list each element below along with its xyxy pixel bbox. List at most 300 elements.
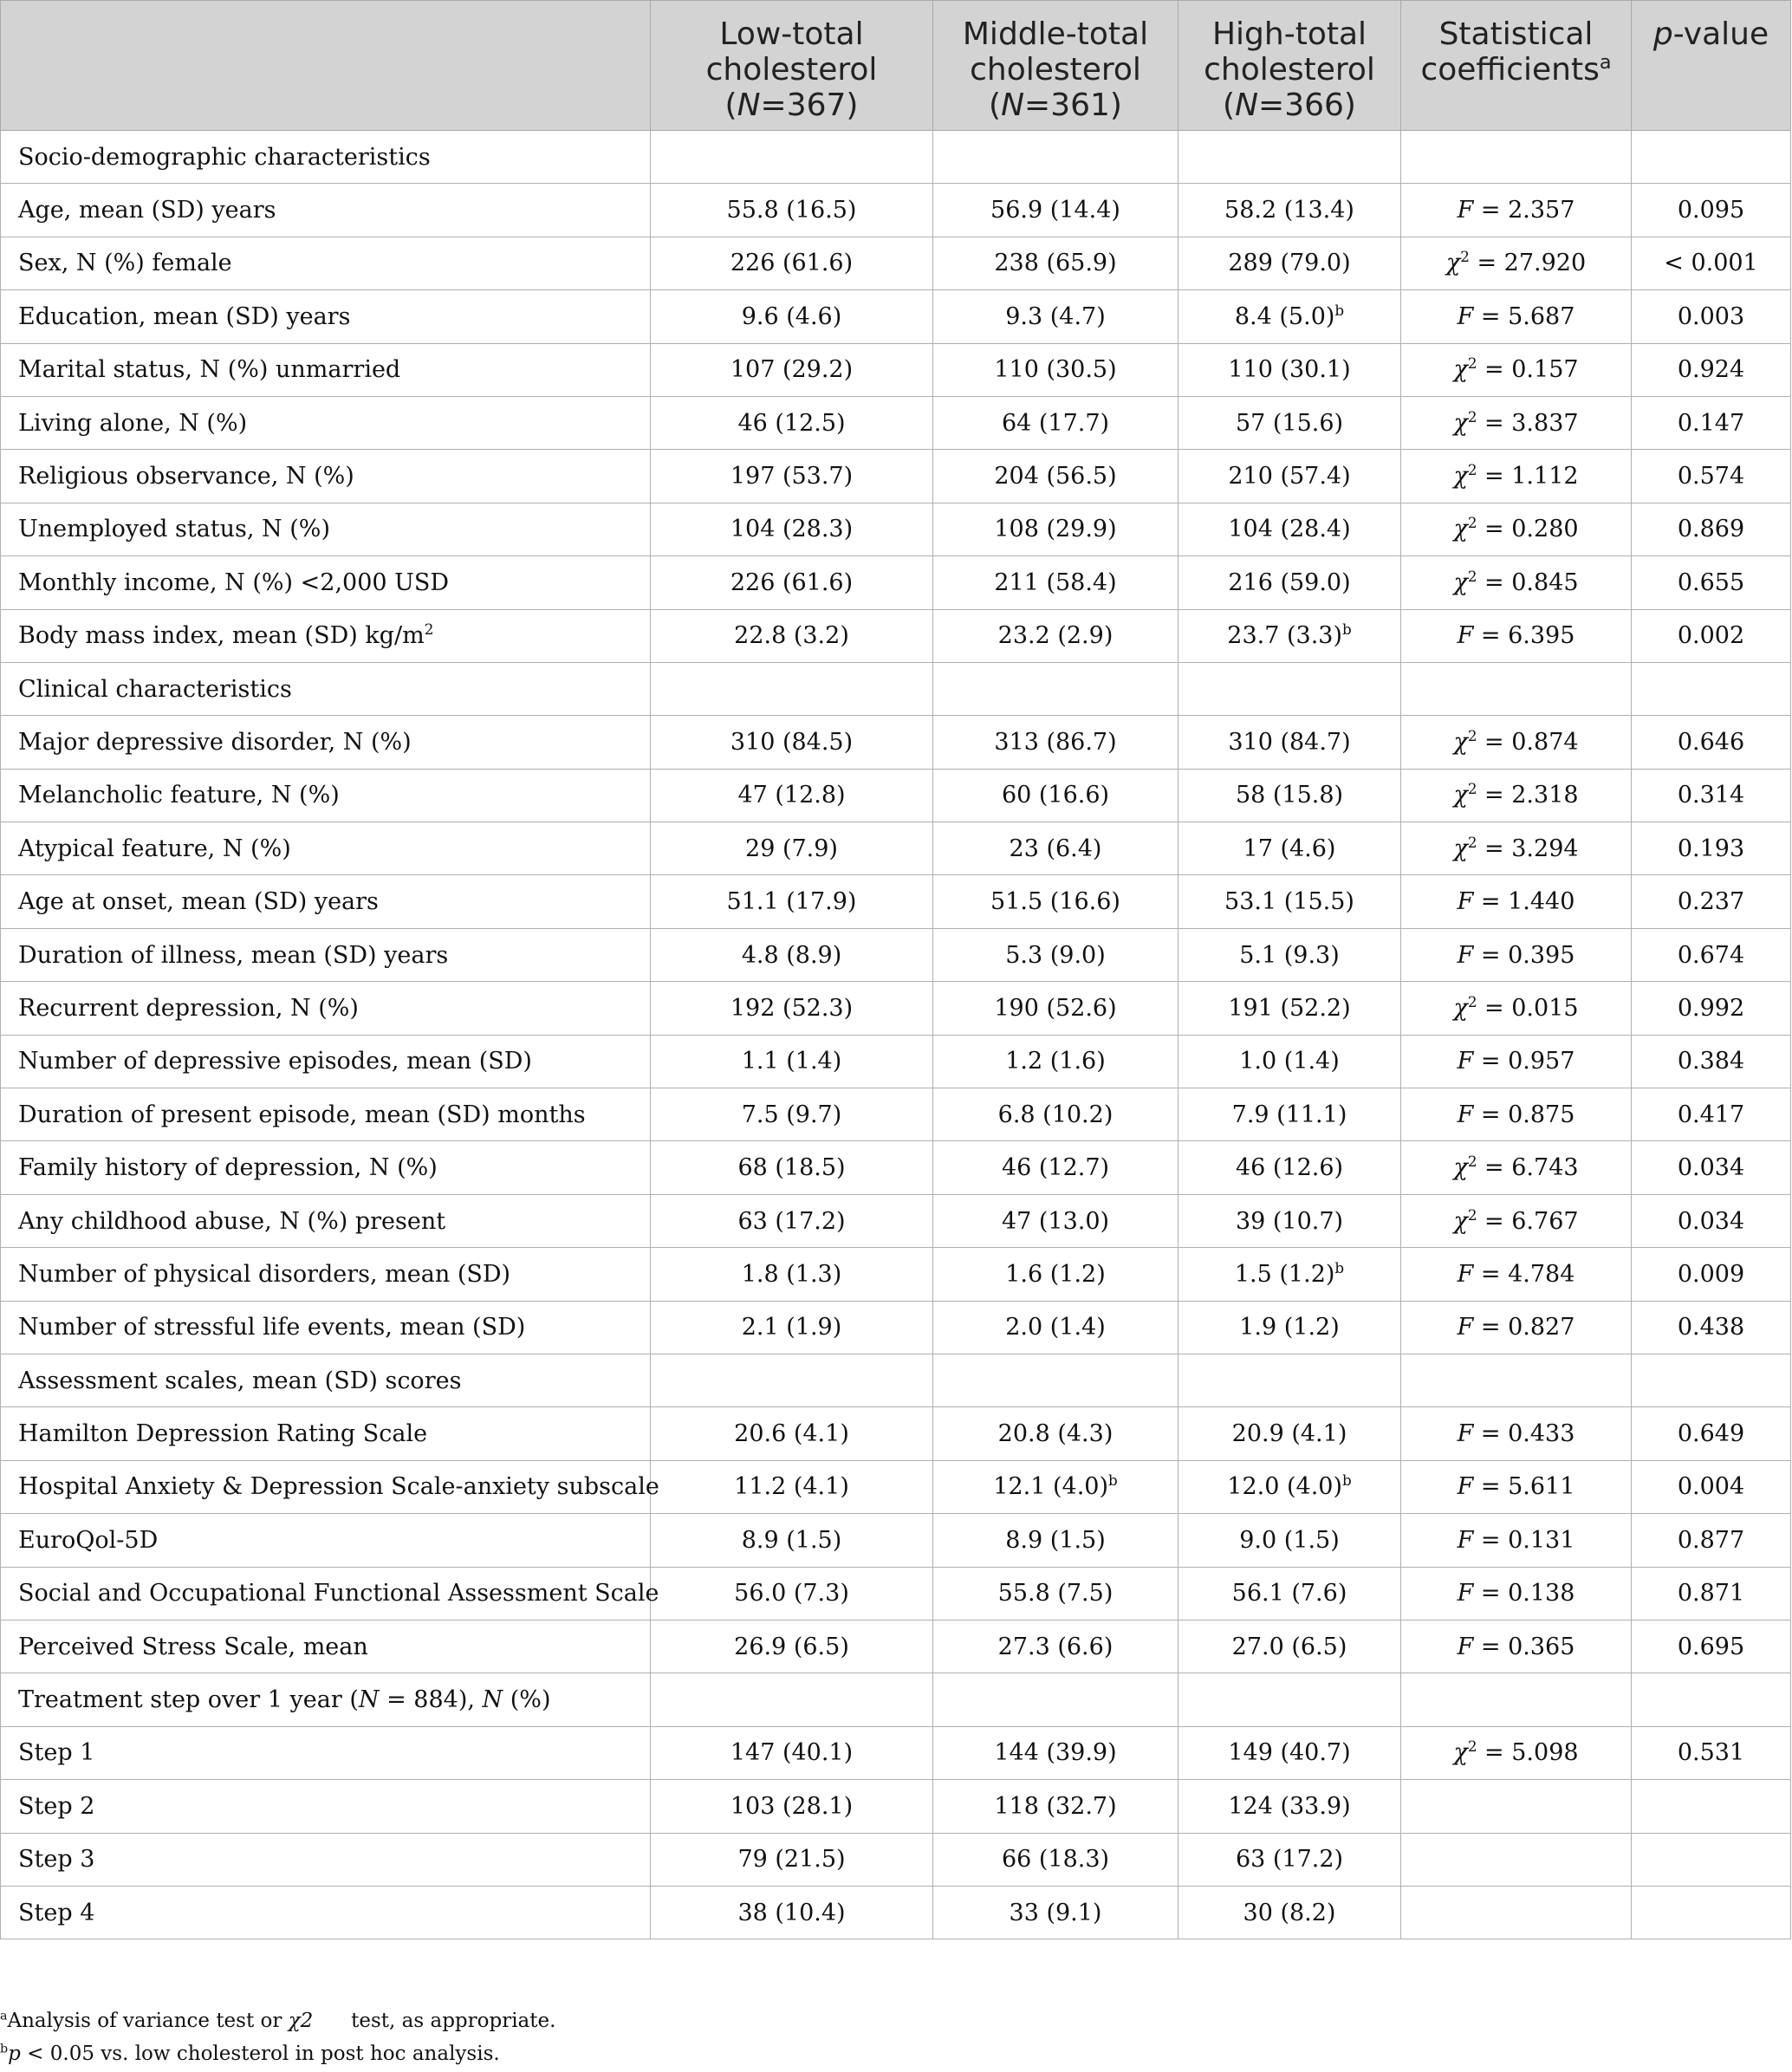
row-label-text: Duration of illness, mean (SD) years xyxy=(18,941,449,969)
low-cholesterol-cell xyxy=(651,1673,933,1726)
header-low-cholesterol xyxy=(651,1,933,131)
stat-value: = 3.837 xyxy=(1477,409,1579,437)
row-label-cell xyxy=(1,1514,651,1567)
stat-value: = 0.433 xyxy=(1473,1420,1575,1448)
statistical-coefficient-cell xyxy=(1401,1886,1632,1939)
stat-value: = 0.157 xyxy=(1477,356,1579,384)
statistical-coefficient-cell xyxy=(1401,343,1632,396)
middle-cholesterol-cell xyxy=(933,1514,1178,1567)
row-label-text: Treatment step over 1 year ( xyxy=(18,1686,359,1714)
table-row xyxy=(1,396,1791,449)
row-label-cell xyxy=(1,184,651,237)
low-cholesterol-cell xyxy=(651,1460,933,1513)
stat-symbol: χ xyxy=(1453,782,1468,809)
stat-symbol: F xyxy=(1457,1526,1474,1554)
middle-cholesterol-cell xyxy=(933,1248,1178,1301)
stat-symbol: F xyxy=(1457,1473,1474,1501)
high-cholesterol-cell xyxy=(1178,450,1401,503)
p-value-cell xyxy=(1632,662,1791,715)
p-value-cell xyxy=(1632,1460,1791,1513)
footnote-b xyxy=(0,2037,555,2070)
statistical-coefficient-cell xyxy=(1401,1514,1632,1567)
row-label-text: Step 2 xyxy=(18,1792,95,1820)
high-cholesterol-cell-value: 46 (12.6) xyxy=(1235,1154,1344,1182)
stat-value: = 0.280 xyxy=(1477,516,1579,543)
row-label-text: Number of physical disorders, mean (SD) xyxy=(18,1260,511,1288)
stat-value: = 0.874 xyxy=(1477,728,1579,756)
low-cholesterol-cell xyxy=(651,662,933,715)
p-value-cell xyxy=(1632,1194,1791,1247)
high-cholesterol-cell xyxy=(1178,1088,1401,1141)
p-value-text: 0.924 xyxy=(1677,356,1745,384)
statistical-coefficient-cell xyxy=(1401,1567,1632,1620)
footnote-a-text: Analysis of variance test or xyxy=(7,2010,289,2032)
header-low-line1: Low-total xyxy=(719,16,864,52)
p-value-text: 0.438 xyxy=(1677,1314,1745,1341)
stat-symbol: χ xyxy=(1453,463,1468,490)
footnote-a xyxy=(0,2004,555,2037)
high-cholesterol-cell-value: 110 (30.1) xyxy=(1228,356,1351,384)
low-cholesterol-cell-value: 2.1 (1.9) xyxy=(741,1314,842,1341)
high-cholesterol-cell-value: 124 (33.9) xyxy=(1228,1792,1351,1820)
p-value-cell xyxy=(1632,1035,1791,1088)
middle-cholesterol-cell-value: 51.5 (16.6) xyxy=(990,888,1120,916)
label-rest-text: = 884), xyxy=(379,1686,483,1714)
stat-symbol: F xyxy=(1457,888,1474,916)
high-cholesterol-cell-value: 58 (15.8) xyxy=(1235,782,1344,809)
high-cholesterol-cell xyxy=(1178,822,1401,875)
stat-symbol-superscript: 2 xyxy=(1467,833,1477,851)
row-label-text: Duration of present episode, mean (SD) months xyxy=(18,1101,586,1128)
high-cholesterol-cell-value: 1.5 (1.2) xyxy=(1234,1260,1335,1288)
low-cholesterol-cell-value: 79 (21.5) xyxy=(737,1846,846,1874)
row-label-cell xyxy=(1,609,651,662)
high-cholesterol-cell xyxy=(1178,1035,1401,1088)
low-cholesterol-cell xyxy=(651,1035,933,1088)
high-cholesterol-cell-value: 53.1 (15.5) xyxy=(1224,888,1354,916)
low-cholesterol-cell xyxy=(651,131,933,184)
middle-cholesterol-cell xyxy=(933,1673,1178,1726)
p-value-cell xyxy=(1632,1620,1791,1673)
header-middle-n-value: =361) xyxy=(1024,88,1122,123)
middle-cholesterol-cell-value: 1.6 (1.2) xyxy=(1005,1260,1106,1288)
table-row xyxy=(1,1726,1791,1779)
stat-symbol: F xyxy=(1457,1633,1474,1660)
row-label-cell xyxy=(1,1301,651,1354)
header-middle-n-letter: N xyxy=(1001,88,1025,123)
header-low-n-value: =367) xyxy=(760,88,859,123)
row-label-cell xyxy=(1,343,651,396)
row-label-text: Unemployed status, N (%) xyxy=(18,516,330,543)
row-label-text: Major depressive disorder, N (%) xyxy=(18,728,412,756)
middle-cholesterol-cell xyxy=(933,609,1178,662)
p-value-text: 0.877 xyxy=(1677,1526,1745,1554)
high-cholesterol-cell xyxy=(1178,184,1401,237)
stat-value: = 0.957 xyxy=(1473,1048,1575,1075)
stat-symbol: χ xyxy=(1453,568,1468,596)
header-stat-footnote-mark: a xyxy=(1599,51,1612,74)
high-cholesterol-cell-value: 310 (84.7) xyxy=(1228,728,1351,756)
high-cholesterol-cell xyxy=(1178,1301,1401,1354)
footnote-b-mark: b xyxy=(0,2042,9,2056)
high-cholesterol-cell xyxy=(1178,503,1401,555)
p-value-cell xyxy=(1632,450,1791,503)
high-cholesterol-cell xyxy=(1178,1726,1401,1779)
low-cholesterol-cell-value: 11.2 (4.1) xyxy=(734,1473,849,1501)
statistical-coefficient-cell xyxy=(1401,822,1632,875)
low-cholesterol-cell-value: 4.8 (8.9) xyxy=(741,941,842,969)
p-value-cell xyxy=(1632,1673,1791,1726)
row-label-cell xyxy=(1,237,651,289)
high-cholesterol-cell xyxy=(1178,716,1401,769)
p-value-cell xyxy=(1632,1141,1791,1194)
footnote-a-symbol: χ2 xyxy=(288,2010,314,2032)
middle-cholesterol-cell xyxy=(933,1620,1178,1673)
p-value-cell xyxy=(1632,1301,1791,1354)
p-value-text: 0.009 xyxy=(1677,1260,1745,1288)
table-row xyxy=(1,1248,1791,1301)
middle-cholesterol-cell xyxy=(933,1726,1178,1779)
p-value-text: 0.034 xyxy=(1677,1154,1745,1182)
stat-value: = 1.112 xyxy=(1477,463,1579,490)
p-value-text: 0.004 xyxy=(1677,1473,1745,1501)
middle-cholesterol-cell xyxy=(933,716,1178,769)
stat-symbol: F xyxy=(1457,1260,1474,1288)
p-value-text: 0.314 xyxy=(1677,782,1745,809)
p-value-text: 0.034 xyxy=(1677,1207,1745,1235)
table-row xyxy=(1,1886,1791,1939)
row-label-cell xyxy=(1,503,651,555)
p-value-text: 0.869 xyxy=(1677,516,1745,543)
stat-symbol: F xyxy=(1457,1314,1474,1341)
p-value-text: 0.003 xyxy=(1677,302,1745,330)
statistical-coefficient-cell xyxy=(1401,716,1632,769)
low-cholesterol-cell xyxy=(651,184,933,237)
table-row xyxy=(1,609,1791,662)
header-p-italic: p xyxy=(1652,16,1673,52)
row-label-cell xyxy=(1,1886,651,1939)
middle-cholesterol-cell-value: 238 (65.9) xyxy=(994,250,1117,277)
table-row xyxy=(1,503,1791,555)
low-cholesterol-cell xyxy=(651,1567,933,1620)
row-label-cell xyxy=(1,1620,651,1673)
row-label-text: Step 4 xyxy=(18,1899,95,1926)
statistical-coefficient-cell xyxy=(1401,1780,1632,1833)
high-cholesterol-cell-value: 210 (57.4) xyxy=(1228,463,1351,490)
low-cholesterol-cell-value: 55.8 (16.5) xyxy=(726,197,857,224)
middle-cholesterol-cell-value: 23.2 (2.9) xyxy=(997,622,1114,650)
stat-value: = 2.318 xyxy=(1477,782,1579,809)
low-cholesterol-cell xyxy=(651,343,933,396)
high-cholesterol-cell-value: 58.2 (13.4) xyxy=(1224,197,1354,224)
header-high-line1: High-total xyxy=(1211,16,1367,52)
high-cholesterol-cell xyxy=(1178,237,1401,289)
header-middle-line1: Middle-total xyxy=(962,16,1149,52)
table-row xyxy=(1,716,1791,769)
low-cholesterol-cell-value: 310 (84.5) xyxy=(730,728,854,756)
row-label-cell xyxy=(1,1833,651,1886)
statistical-coefficient-cell xyxy=(1401,982,1632,1035)
high-cholesterol-cell xyxy=(1178,290,1401,343)
high-cholesterol-cell-value: 12.0 (4.0) xyxy=(1227,1473,1342,1501)
row-label-text: Number of stressful life events, mean (SD) xyxy=(18,1314,526,1341)
footnote-a-text-after: test, as appropriate. xyxy=(313,2010,556,2032)
low-cholesterol-cell xyxy=(651,928,933,981)
footnote-a-mark: a xyxy=(0,2009,8,2023)
middle-cholesterol-cell xyxy=(933,343,1178,396)
high-cholesterol-cell-value: 104 (28.4) xyxy=(1228,516,1351,543)
low-cholesterol-cell-value: 197 (53.7) xyxy=(730,463,854,490)
low-cholesterol-cell-value: 20.6 (4.1) xyxy=(734,1420,849,1448)
middle-cholesterol-cell xyxy=(933,662,1178,715)
p-value-text: 0.384 xyxy=(1677,1048,1745,1075)
stat-symbol-superscript: 2 xyxy=(1467,780,1477,798)
stat-symbol: F xyxy=(1457,1101,1474,1128)
row-label-text: Family history of depression, N (%) xyxy=(18,1154,438,1182)
row-label-cell xyxy=(1,1141,651,1194)
header-statistical-coefficients xyxy=(1401,1,1632,131)
middle-cholesterol-cell-value: 20.8 (4.3) xyxy=(997,1420,1114,1448)
label-italic-n: N xyxy=(482,1686,503,1714)
p-value-text: 0.417 xyxy=(1677,1101,1745,1128)
p-value-text: 0.095 xyxy=(1677,197,1745,224)
low-cholesterol-cell xyxy=(651,1088,933,1141)
stat-symbol: F xyxy=(1457,941,1474,969)
p-value-cell xyxy=(1632,928,1791,981)
middle-cholesterol-cell xyxy=(933,1780,1178,1833)
posthoc-footnote-mark: b xyxy=(1334,301,1345,319)
p-value-text: 0.193 xyxy=(1677,835,1745,862)
statistical-coefficient-cell xyxy=(1401,1407,1632,1460)
row-label-text: Number of depressive episodes, mean (SD) xyxy=(18,1048,532,1075)
row-label-text: Step 3 xyxy=(18,1846,95,1874)
section-header-row xyxy=(1,1354,1791,1406)
table-body xyxy=(1,131,1791,1939)
low-cholesterol-cell xyxy=(651,1194,933,1247)
high-cholesterol-cell-value: 289 (79.0) xyxy=(1228,250,1351,277)
stat-symbol: χ xyxy=(1453,1154,1468,1182)
low-cholesterol-cell xyxy=(651,875,933,928)
header-high-line2: cholesterol xyxy=(1204,52,1375,88)
low-cholesterol-cell xyxy=(651,1141,933,1194)
middle-cholesterol-cell-value: 108 (29.9) xyxy=(994,516,1117,543)
statistical-coefficient-cell xyxy=(1401,1673,1632,1726)
row-label-cell xyxy=(1,1726,651,1779)
high-cholesterol-cell-value: 57 (15.6) xyxy=(1235,409,1344,437)
row-label-cell xyxy=(1,1035,651,1088)
stat-symbol: F xyxy=(1457,1580,1474,1608)
middle-cholesterol-cell-value: 1.2 (1.6) xyxy=(1005,1048,1106,1075)
statistical-coefficient-cell xyxy=(1401,1301,1632,1354)
middle-cholesterol-cell xyxy=(933,1460,1178,1513)
stat-symbol: χ xyxy=(1453,1739,1468,1767)
stat-symbol-superscript: 2 xyxy=(1467,407,1477,425)
high-cholesterol-cell xyxy=(1178,1620,1401,1673)
low-cholesterol-cell xyxy=(651,1407,933,1460)
statistical-coefficient-cell xyxy=(1401,769,1632,822)
middle-cholesterol-cell xyxy=(933,396,1178,449)
stat-value: = 0.015 xyxy=(1477,994,1579,1022)
middle-cholesterol-cell xyxy=(933,1088,1178,1141)
middle-cholesterol-cell-value: 66 (18.3) xyxy=(1001,1846,1110,1874)
stat-value: = 27.920 xyxy=(1469,250,1587,277)
header-low-n-prefix: ( xyxy=(724,88,737,123)
header-high-n-letter: N xyxy=(1235,88,1259,123)
high-cholesterol-cell xyxy=(1178,769,1401,822)
posthoc-footnote-mark: b xyxy=(1342,620,1352,639)
row-label-cell xyxy=(1,928,651,981)
p-value-text: 0.574 xyxy=(1677,463,1745,490)
low-cholesterol-cell-value: 56.0 (7.3) xyxy=(734,1580,849,1608)
middle-cholesterol-cell xyxy=(933,131,1178,184)
p-value-text: 0.531 xyxy=(1677,1739,1745,1767)
table-row xyxy=(1,1088,1791,1141)
table-row xyxy=(1,1780,1791,1833)
high-cholesterol-cell-value: 7.9 (11.1) xyxy=(1231,1101,1347,1128)
high-cholesterol-cell-value: 56.1 (7.6) xyxy=(1231,1580,1347,1608)
row-label-cell xyxy=(1,769,651,822)
low-cholesterol-cell-value: 22.8 (3.2) xyxy=(734,622,849,650)
header-p-rest: -value xyxy=(1672,16,1769,52)
table-row xyxy=(1,343,1791,396)
stat-symbol-superscript: 2 xyxy=(1467,1737,1477,1756)
header-middle-n-prefix: ( xyxy=(989,88,1002,123)
statistical-coefficient-cell xyxy=(1401,556,1632,609)
middle-cholesterol-cell xyxy=(933,1407,1178,1460)
table-row xyxy=(1,556,1791,609)
stat-value: = 6.395 xyxy=(1473,622,1575,650)
high-cholesterol-cell-value: 20.9 (4.1) xyxy=(1231,1420,1347,1448)
p-value-cell xyxy=(1632,343,1791,396)
section-label-cell xyxy=(1,1354,651,1406)
middle-cholesterol-cell xyxy=(933,503,1178,555)
table-row xyxy=(1,1035,1791,1088)
stat-value: = 6.767 xyxy=(1477,1207,1579,1235)
table-row xyxy=(1,1567,1791,1620)
statistical-coefficient-cell xyxy=(1401,396,1632,449)
p-value-cell xyxy=(1632,290,1791,343)
table-row xyxy=(1,1460,1791,1513)
statistical-coefficient-cell xyxy=(1401,662,1632,715)
section-label-cell xyxy=(1,1673,651,1726)
middle-cholesterol-cell-value: 5.3 (9.0) xyxy=(1005,941,1106,969)
p-value-cell xyxy=(1632,1726,1791,1779)
stat-symbol-superscript: 2 xyxy=(1467,461,1477,479)
statistical-coefficient-cell xyxy=(1401,1035,1632,1088)
middle-cholesterol-cell-value: 110 (30.5) xyxy=(994,356,1117,384)
high-cholesterol-cell-value: 149 (40.7) xyxy=(1228,1739,1351,1767)
stat-symbol-superscript: 2 xyxy=(1467,567,1477,585)
high-cholesterol-cell xyxy=(1178,1886,1401,1939)
high-cholesterol-cell-value: 39 (10.7) xyxy=(1235,1207,1344,1235)
stat-symbol: χ xyxy=(1453,516,1468,543)
p-value-cell xyxy=(1632,716,1791,769)
high-cholesterol-cell xyxy=(1178,1514,1401,1567)
middle-cholesterol-cell-value: 2.0 (1.4) xyxy=(1005,1314,1106,1341)
middle-cholesterol-cell-value: 204 (56.5) xyxy=(994,463,1117,490)
row-label-text: Hamilton Depression Rating Scale xyxy=(18,1420,428,1448)
p-value-cell xyxy=(1632,769,1791,822)
p-value-cell xyxy=(1632,1567,1791,1620)
p-value-cell xyxy=(1632,1248,1791,1301)
statistical-coefficient-cell xyxy=(1401,1726,1632,1779)
low-cholesterol-cell xyxy=(651,982,933,1035)
row-label-text: Assessment scales, mean (SD) scores xyxy=(18,1367,462,1394)
p-value-cell xyxy=(1632,184,1791,237)
middle-cholesterol-cell xyxy=(933,928,1178,981)
row-label-text: Education, mean (SD) years xyxy=(18,302,351,330)
high-cholesterol-cell xyxy=(1178,1833,1401,1886)
low-cholesterol-cell xyxy=(651,290,933,343)
low-cholesterol-cell-value: 192 (52.3) xyxy=(730,994,854,1022)
low-cholesterol-cell-value: 9.6 (4.6) xyxy=(741,302,842,330)
middle-cholesterol-cell xyxy=(933,1354,1178,1406)
stat-symbol: F xyxy=(1457,1420,1474,1448)
low-cholesterol-cell xyxy=(651,1301,933,1354)
low-cholesterol-cell xyxy=(651,609,933,662)
middle-cholesterol-cell-value: 23 (6.4) xyxy=(1009,835,1102,862)
table-footnotes xyxy=(0,2004,555,2070)
stat-symbol: F xyxy=(1457,622,1474,650)
stat-symbol: F xyxy=(1457,302,1474,330)
stat-value: = 5.098 xyxy=(1477,1739,1579,1767)
p-value-cell xyxy=(1632,503,1791,555)
stat-symbol-superscript: 2 xyxy=(1467,514,1477,532)
row-label-text: Marital status, N (%) unmarried xyxy=(18,356,401,384)
label-superscript: 2 xyxy=(424,620,434,639)
p-value-text: 0.646 xyxy=(1677,728,1745,756)
p-value-text: 0.237 xyxy=(1677,888,1745,916)
statistical-coefficient-cell xyxy=(1401,1354,1632,1406)
middle-cholesterol-cell xyxy=(933,1035,1178,1088)
stat-symbol: χ xyxy=(1453,994,1468,1022)
header-high-n-prefix: ( xyxy=(1223,88,1236,123)
header-low-line2: cholesterol xyxy=(705,52,878,88)
p-value-text: 0.674 xyxy=(1677,941,1745,969)
stat-symbol: χ xyxy=(1453,409,1468,437)
table-header-row xyxy=(1,1,1791,131)
row-label-text: EuroQol-5D xyxy=(18,1526,159,1554)
high-cholesterol-cell xyxy=(1178,343,1401,396)
low-cholesterol-cell-value: 226 (61.6) xyxy=(730,568,854,596)
stat-value: = 4.784 xyxy=(1473,1260,1575,1288)
footnote-b-text: < 0.05 vs. low cholesterol in post hoc analysis. xyxy=(20,2043,500,2065)
table-row xyxy=(1,1301,1791,1354)
p-value-text: 0.649 xyxy=(1677,1420,1745,1448)
stat-value: = 0.827 xyxy=(1473,1314,1575,1341)
middle-cholesterol-cell-value: 8.9 (1.5) xyxy=(1005,1526,1106,1554)
table-row xyxy=(1,1620,1791,1673)
table-row xyxy=(1,1833,1791,1886)
section-header-row xyxy=(1,131,1791,184)
stat-value: = 0.845 xyxy=(1477,568,1579,596)
high-cholesterol-cell xyxy=(1178,1673,1401,1726)
middle-cholesterol-cell xyxy=(933,822,1178,875)
table-row xyxy=(1,184,1791,237)
statistical-coefficient-cell xyxy=(1401,131,1632,184)
row-label-cell xyxy=(1,1194,651,1247)
statistical-coefficient-cell xyxy=(1401,1460,1632,1513)
row-label-text: Melancholic feature, N (%) xyxy=(18,782,340,809)
table-row xyxy=(1,928,1791,981)
row-label-cell xyxy=(1,982,651,1035)
high-cholesterol-cell-value: 23.7 (3.3) xyxy=(1227,622,1342,650)
stat-value: = 3.294 xyxy=(1477,835,1579,862)
low-cholesterol-cell xyxy=(651,556,933,609)
high-cholesterol-cell-value: 8.4 (5.0) xyxy=(1234,302,1335,330)
stat-value: = 0.395 xyxy=(1473,941,1575,969)
row-label-cell xyxy=(1,822,651,875)
